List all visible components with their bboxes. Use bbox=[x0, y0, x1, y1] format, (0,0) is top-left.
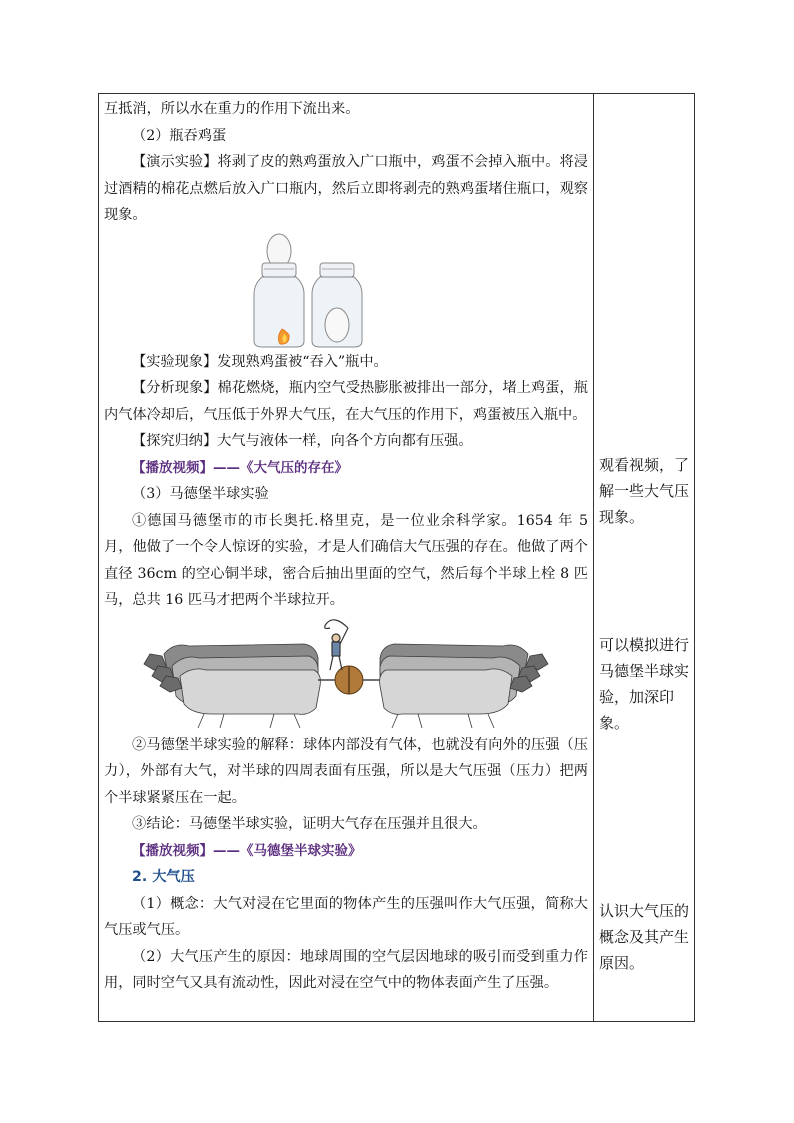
subheading-magdeburg: （3）马德堡半球实验 bbox=[132, 486, 269, 502]
section-heading-atmospheric-pressure: 2. 大气压 bbox=[132, 869, 195, 885]
main-column bbox=[104, 96, 588, 997]
right-bottle bbox=[312, 263, 362, 347]
paragraph-concept: （1）概念：大气对浸在它里面的物体产生的压强叫作大气压强，简称大气压或气压。 bbox=[104, 895, 588, 938]
paragraph-analysis: 【分析现象】棉花燃烧，瓶内空气受热膨胀被排出一部分，堵上鸡蛋，瓶内气体冷却后，气压低于外界大气压，在大气压的作用下，鸡蛋被压入瓶中。 bbox=[104, 380, 588, 423]
magdeburg-horses-illustration bbox=[104, 614, 588, 732]
video-link-magdeburg[interactable]: 【播放视频】——《马德堡半球实验》 bbox=[132, 842, 362, 859]
bottle-egg-figure bbox=[104, 229, 588, 349]
side-note-simulate: 可以模拟进行马德堡半球实验，加深印象。 bbox=[599, 636, 690, 732]
paragraph-magdeburg-conclusion: ③结论：马德堡半球实验，证明大气存在压强并且很大。 bbox=[132, 816, 487, 832]
paragraph-demo-experiment: 【演示实验】将剥了皮的熟鸡蛋放入广口瓶中，鸡蛋不会掉入瓶中。将浸过酒精的棉花点燃后放入广口瓶内，然后立即将剥壳的熟鸡蛋堵住瓶口，观察现象。 bbox=[104, 154, 588, 223]
video-link-atmospheric-pressure[interactable]: 【播放视频】——《大气压的存在》 bbox=[132, 459, 348, 476]
left-bottle bbox=[254, 234, 304, 347]
paragraph-summary: 【探究归纳】大气与液体一样，向各个方向都有压强。 bbox=[132, 433, 473, 449]
side-note-concept: 认识大气压的概念及其产生原因。 bbox=[599, 902, 690, 972]
paragraph-magdeburg-history: ①德国马德堡市的市长奥托.格里克，是一位业余科学家。1654 年 5 月，他做了一个令人惊讶的实验，才是人们确信大气压强的存在。他做了两个直径 36cm 的空心铜半球，密合后抽出里面的空气，然后每个半球上栓 8 匹马，总共 16 匹马才把两个半球拉开。 bbox=[104, 512, 588, 608]
subheading-bottle-egg: （2）瓶吞鸡蛋 bbox=[132, 127, 227, 144]
paragraph-magdeburg-explanation: ②马德堡半球实验的解释：球体内部没有气体，也就没有向外的压强（压力），外部有大气，对半球的四周表面有压强，所以是大气压强（压力）把两个半球紧紧压在一起。 bbox=[104, 736, 588, 806]
paragraph-water-conclusion: 互抵消，所以水在重力的作用下流出来。 bbox=[104, 101, 360, 117]
side-note-video: 观看视频，了解一些大气压现象。 bbox=[599, 456, 690, 526]
paragraph-cause: （2）大气压产生的原因：地球周围的空气层因地球的吸引而受到重力作用，同时空气又具有流动性，因此对浸在空气中的物体表面产生了压强。 bbox=[104, 948, 588, 991]
paragraph-phenomenon: 【实验现象】发现熟鸡蛋被“吞入”瓶中。 bbox=[132, 353, 388, 370]
bottle-egg-illustration bbox=[104, 229, 588, 349]
column-divider bbox=[593, 93, 594, 1022]
magdeburg-figure bbox=[104, 614, 588, 732]
